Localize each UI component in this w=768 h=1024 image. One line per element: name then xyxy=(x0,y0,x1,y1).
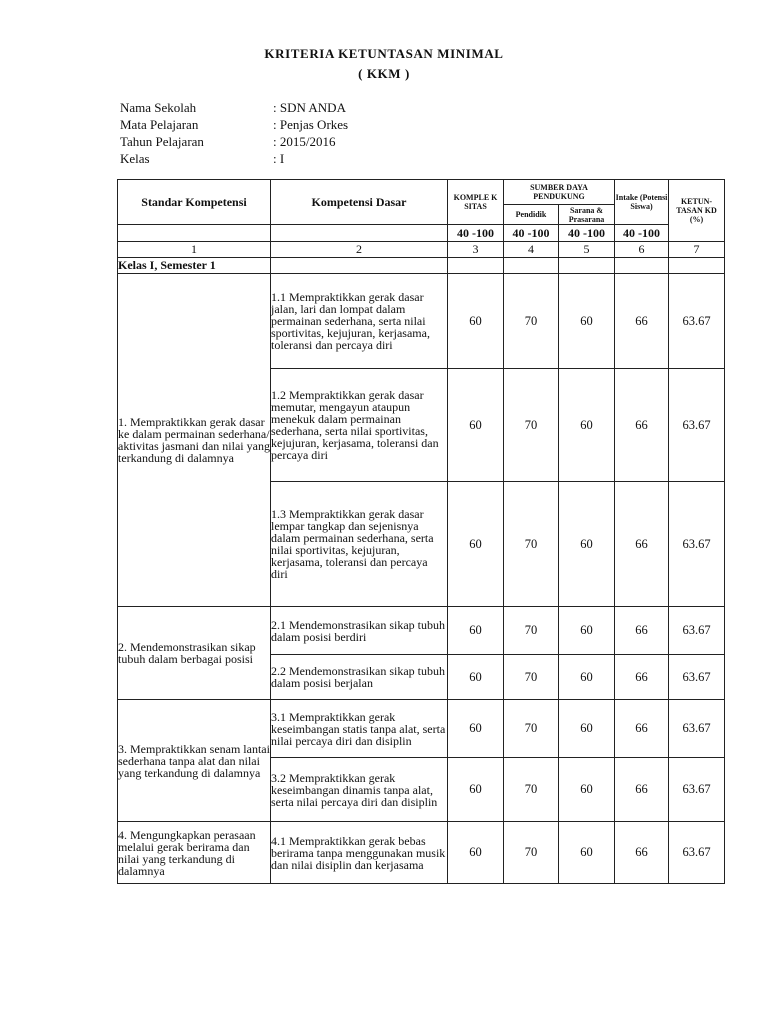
kompleksitas-value: 60 xyxy=(448,822,504,884)
empty-cell xyxy=(271,258,448,274)
pendidik-value: 70 xyxy=(504,822,559,884)
pendidik-value: 70 xyxy=(504,482,559,607)
empty-cell xyxy=(504,258,559,274)
header-intake: Intake (Potensi Siswa) xyxy=(615,180,669,225)
intake-value: 66 xyxy=(615,482,669,607)
document-subtitle: ( KKM ) xyxy=(358,66,410,81)
standar-kompetensi-cell: 3. Mempraktikkan senam lantai sederhana tanpa alat dan nilai yang terkandung di dalamnya xyxy=(118,700,271,822)
meta-row-school xyxy=(120,99,348,116)
header-blank xyxy=(271,225,448,242)
kkm-table-body xyxy=(118,180,725,884)
sarana-value: 60 xyxy=(559,607,615,655)
intake-value: 66 xyxy=(615,607,669,655)
ketuntasan-value: 63.67 xyxy=(669,655,725,700)
column-number: 4 xyxy=(504,242,559,258)
pendidik-value: 70 xyxy=(504,607,559,655)
empty-cell xyxy=(559,258,615,274)
kompetensi-dasar-cell: 3.2 Mempraktikkan gerak keseimbangan dinamis tanpa alat, serta nilai percaya diri dan disiplin xyxy=(271,758,448,822)
semester-label: Kelas I, Semester 1 xyxy=(118,258,271,274)
range-pendidik: 40 -100 xyxy=(504,225,559,242)
standar-kompetensi-cell: 2. Mendemonstrasikan sikap tubuh dalam berbagai posisi xyxy=(118,607,271,700)
kompetensi-dasar-cell: 2.1 Mendemonstrasikan sikap tubuh dalam posisi berdiri xyxy=(271,607,448,655)
school-info xyxy=(120,99,348,167)
meta-value: : Penjas Orkes xyxy=(273,117,349,132)
table-row xyxy=(118,274,725,369)
ketuntasan-value: 63.67 xyxy=(669,700,725,758)
header-ketuntasan: KETUN-TASAN KD (%) xyxy=(669,180,725,242)
pendidik-value: 70 xyxy=(504,655,559,700)
empty-cell xyxy=(669,258,725,274)
ketuntasan-value: 63.67 xyxy=(669,758,725,822)
header-kompetensi-dasar: Kompetensi Dasar xyxy=(271,180,448,225)
standar-kompetensi-cell: 4. Mengungkapkan perasaan melalui gerak berirama dan nilai yang terkandung di dalamnya xyxy=(118,822,271,884)
sarana-value: 60 xyxy=(559,274,615,369)
pendidik-value: 70 xyxy=(504,274,559,369)
empty-cell xyxy=(448,258,504,274)
ketuntasan-value: 63.67 xyxy=(669,369,725,482)
range-row xyxy=(118,225,725,242)
kompleksitas-value: 60 xyxy=(448,655,504,700)
meta-label: Nama Sekolah xyxy=(120,100,197,115)
ketuntasan-value: 63.67 xyxy=(669,607,725,655)
kompleksitas-value: 60 xyxy=(448,274,504,369)
kompleksitas-value: 60 xyxy=(448,700,504,758)
empty-cell xyxy=(615,258,669,274)
pendidik-value: 70 xyxy=(504,758,559,822)
pendidik-value: 70 xyxy=(504,700,559,758)
ketuntasan-value: 63.67 xyxy=(669,482,725,607)
sarana-value: 60 xyxy=(559,655,615,700)
sarana-value: 60 xyxy=(559,700,615,758)
header-blank xyxy=(118,225,271,242)
meta-value: : I xyxy=(273,151,285,166)
header-kompleksitas: KOMPLE K SITAS xyxy=(448,180,504,225)
kompleksitas-value: 60 xyxy=(448,607,504,655)
kkm-table xyxy=(117,179,725,884)
kompetensi-dasar-cell: 1.3 Mempraktikkan gerak dasar lempar tangkap dan sejenisnya dalam permainan sederhana, serta nilai sportivitas, kejujuran, kerjasama, toleransi dan percaya diri xyxy=(271,482,448,607)
column-number: 1 xyxy=(118,242,271,258)
intake-value: 66 xyxy=(615,655,669,700)
intake-value: 66 xyxy=(615,822,669,884)
ketuntasan-value: 63.67 xyxy=(669,274,725,369)
kompetensi-dasar-cell: 3.1 Mempraktikkan gerak keseimbangan statis tanpa alat, serta nilai percaya diri dan disiplin xyxy=(271,700,448,758)
intake-value: 66 xyxy=(615,758,669,822)
kompleksitas-value: 60 xyxy=(448,369,504,482)
column-number-row xyxy=(118,242,725,258)
table-row xyxy=(118,700,725,758)
intake-value: 66 xyxy=(615,274,669,369)
header-standar-kompetensi: Standar Kompetensi xyxy=(118,180,271,225)
meta-label: Tahun Pelajaran xyxy=(120,134,204,149)
kompetensi-dasar-cell: 4.1 Mempraktikkan gerak bebas berirama tanpa menggunakan musik dan nilai disiplin dan kerjasama xyxy=(271,822,448,884)
sarana-value: 60 xyxy=(559,482,615,607)
meta-row-year xyxy=(120,133,348,150)
ketuntasan-value: 63.67 xyxy=(669,822,725,884)
kompleksitas-value: 60 xyxy=(448,758,504,822)
range-sarana: 40 -100 xyxy=(559,225,615,242)
semester-row xyxy=(118,258,725,274)
table-row xyxy=(118,822,725,884)
column-number: 3 xyxy=(448,242,504,258)
header-pendidik: Pendidik xyxy=(504,205,559,225)
header-row xyxy=(118,180,725,205)
meta-row-subject xyxy=(120,116,348,133)
kompetensi-dasar-cell: 1.2 Mempraktikkan gerak dasar memutar, mengayun ataupun menekuk dalam permainan sederhana, serta nilai sportivitas, kejujuran, kerjasama, toleransi dan percaya diri xyxy=(271,369,448,482)
kompetensi-dasar-cell: 2.2 Mendemonstrasikan sikap tubuh dalam posisi berjalan xyxy=(271,655,448,700)
sarana-value: 60 xyxy=(559,369,615,482)
column-number: 7 xyxy=(669,242,725,258)
column-number: 6 xyxy=(615,242,669,258)
pendidik-value: 70 xyxy=(504,369,559,482)
meta-value: : 2015/2016 xyxy=(273,134,336,149)
sarana-value: 60 xyxy=(559,822,615,884)
range-kompleksitas: 40 -100 xyxy=(448,225,504,242)
column-number: 5 xyxy=(559,242,615,258)
meta-label: Mata Pelajaran xyxy=(120,117,199,132)
column-number: 2 xyxy=(271,242,448,258)
standar-kompetensi-cell: 1. Mempraktikkan gerak dasar ke dalam permainan sederhana/ aktivitas jasmani dan nilai yang terkandung di dalamnya xyxy=(118,274,271,607)
table-row xyxy=(118,607,725,655)
meta-row-class xyxy=(120,150,348,167)
meta-value: : SDN ANDA xyxy=(273,100,346,115)
meta-label: Kelas xyxy=(120,151,150,166)
document-title: KRITERIA KETUNTASAN MINIMAL xyxy=(264,46,504,61)
intake-value: 66 xyxy=(615,700,669,758)
sarana-value: 60 xyxy=(559,758,615,822)
intake-value: 66 xyxy=(615,369,669,482)
header-sarana: Sarana & Prasarana xyxy=(559,205,615,225)
header-sumber-daya: SUMBER DAYA PENDUKUNG xyxy=(504,180,615,205)
kompetensi-dasar-cell: 1.1 Mempraktikkan gerak dasar jalan, lari dan lompat dalam permainan sederhana, serta nilai sportivitas, kejujuran, kerjasama, toleransi dan percaya diri xyxy=(271,274,448,369)
range-intake: 40 -100 xyxy=(615,225,669,242)
kompleksitas-value: 60 xyxy=(448,482,504,607)
